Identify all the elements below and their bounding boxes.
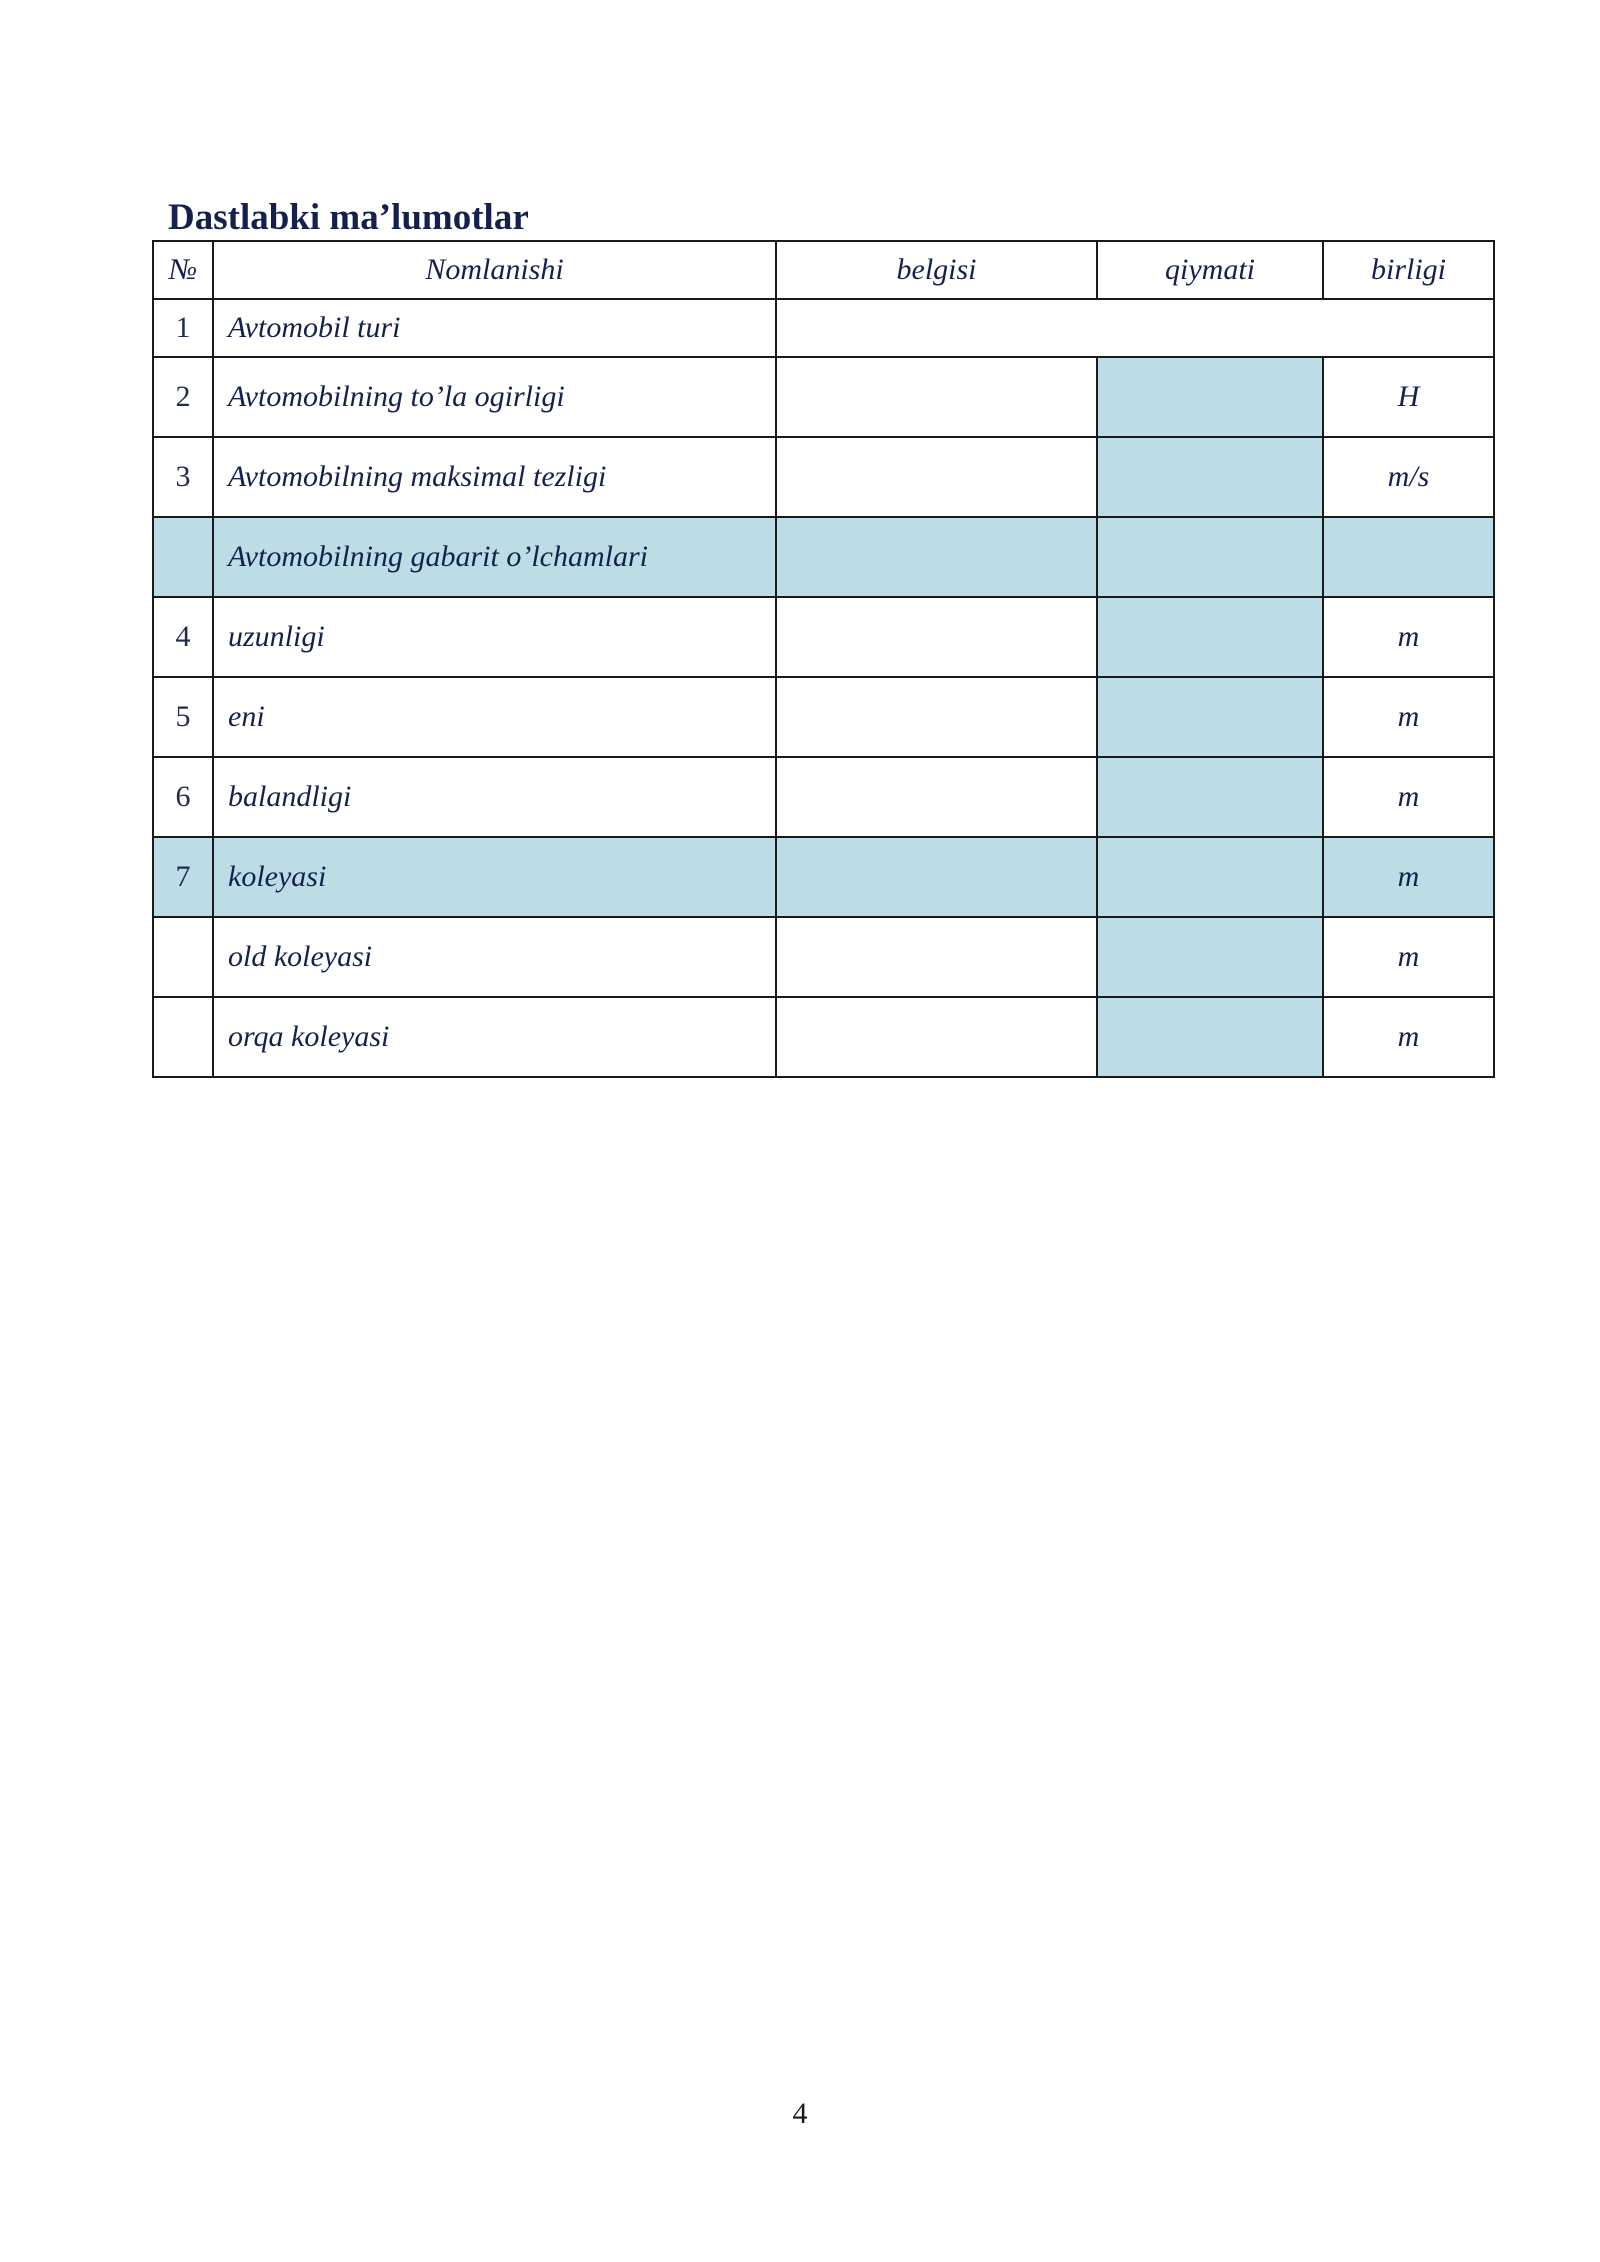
page-number: 4: [792, 2097, 808, 2130]
column-header-name: Nomlanishi: [213, 241, 776, 299]
value-cell: [1097, 517, 1323, 597]
unit-cell: m: [1323, 597, 1494, 677]
row-number: [153, 917, 213, 997]
row-name: uzunligi: [213, 597, 776, 677]
value-cell[interactable]: [1097, 437, 1323, 517]
table-row-length: [153, 597, 1494, 677]
row-number: 2: [153, 357, 213, 437]
table-row-width: [153, 677, 1494, 757]
symbol-cell[interactable]: [776, 597, 1097, 677]
row-number: [153, 517, 213, 597]
row-number: 5: [153, 677, 213, 757]
column-header-symbol: belgisi: [776, 241, 1097, 299]
unit-cell: m/s: [1323, 437, 1494, 517]
column-header-value: qiymati: [1097, 241, 1323, 299]
table-row-height: [153, 757, 1494, 837]
unit-cell: m: [1323, 757, 1494, 837]
symbol-cell[interactable]: [776, 757, 1097, 837]
table-row-track: [153, 837, 1494, 917]
symbol-cell: [776, 517, 1097, 597]
row-number: 3: [153, 437, 213, 517]
row-name: Avtomobilning to’la ogirligi: [213, 357, 776, 437]
symbol-cell[interactable]: [776, 677, 1097, 757]
table-row-overall-dimensions: [153, 517, 1494, 597]
value-cell[interactable]: [1097, 837, 1323, 917]
value-cell[interactable]: [1097, 677, 1323, 757]
row-number: [153, 997, 213, 1077]
row-name: Avtomobilning gabarit o’lchamlari: [213, 517, 776, 597]
initial-data-table: [152, 240, 1495, 1078]
column-header-unit: birligi: [1323, 241, 1494, 299]
value-cell[interactable]: [1097, 757, 1323, 837]
row-name: balandligi: [213, 757, 776, 837]
table-row-max-speed: [153, 437, 1494, 517]
symbol-cell[interactable]: [776, 837, 1097, 917]
symbol-cell[interactable]: [776, 357, 1097, 437]
value-cell[interactable]: [1097, 357, 1323, 437]
row-number: 4: [153, 597, 213, 677]
row-name: Avtomobil turi: [213, 299, 776, 357]
unit-cell: m: [1323, 837, 1494, 917]
symbol-cell[interactable]: [776, 437, 1097, 517]
value-cell[interactable]: [1097, 597, 1323, 677]
table-header-row: [153, 241, 1494, 299]
row-name: koleyasi: [213, 837, 776, 917]
table-row-total-weight: [153, 357, 1494, 437]
row-name: eni: [213, 677, 776, 757]
symbol-cell[interactable]: [776, 917, 1097, 997]
table-row-rear-track: [153, 997, 1494, 1077]
row-name: Avtomobilning maksimal tezligi: [213, 437, 776, 517]
table-row-front-track: [153, 917, 1494, 997]
value-cell[interactable]: [1097, 997, 1323, 1077]
column-header-number: №: [153, 241, 213, 299]
row-name: orqa koleyasi: [213, 997, 776, 1077]
table-row-car-type: [153, 299, 1494, 357]
row-name: old koleyasi: [213, 917, 776, 997]
unit-cell: m: [1323, 917, 1494, 997]
row-number: 6: [153, 757, 213, 837]
unit-cell: [1323, 517, 1494, 597]
page-title: Dastlabki ma’lumotlar: [168, 197, 529, 238]
car-type-value-cell[interactable]: [776, 299, 1494, 357]
row-number: 1: [153, 299, 213, 357]
unit-cell: m: [1323, 997, 1494, 1077]
row-number: 7: [153, 837, 213, 917]
value-cell[interactable]: [1097, 917, 1323, 997]
unit-cell: m: [1323, 677, 1494, 757]
unit-cell: H: [1323, 357, 1494, 437]
symbol-cell[interactable]: [776, 997, 1097, 1077]
